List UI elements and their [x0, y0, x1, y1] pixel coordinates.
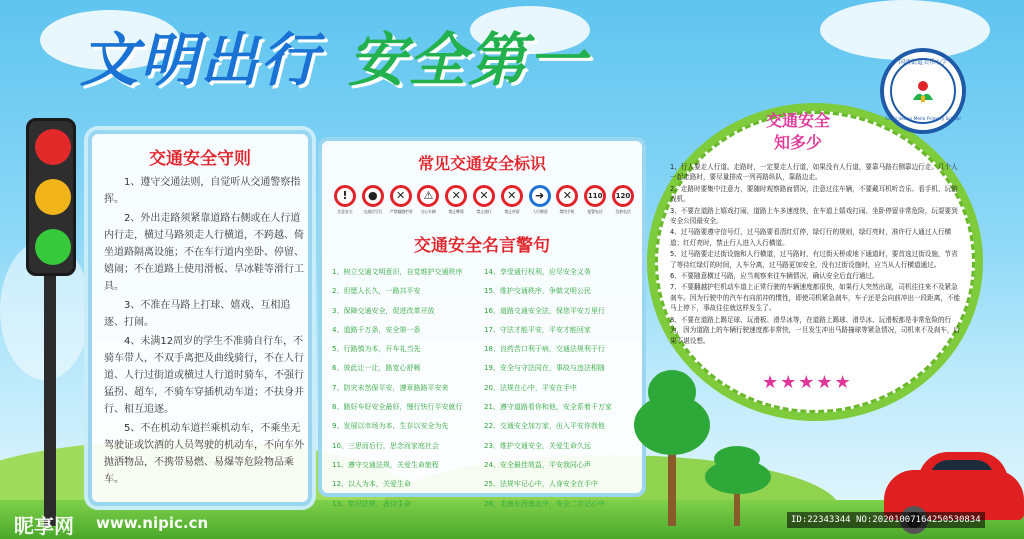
sign-label: 急救电话 — [615, 210, 631, 215]
quote-item: 5、行路慎为本，开车礼当先 — [332, 345, 421, 354]
no-phone-icon: ✕ — [556, 185, 578, 207]
sign-item — [360, 185, 386, 215]
rules-heading: 交通安全守则 — [149, 149, 251, 169]
quotes-column-right — [484, 263, 636, 514]
rating-stars: ★★★★★ — [762, 372, 853, 393]
no-pass-icon: ✕ — [473, 185, 495, 207]
crosswalk-icon: ➜ — [529, 185, 551, 207]
sign-label: 禁止停留 — [504, 210, 520, 215]
tip-item: 6、不要随意横过马路，应当观察来往车辆情况，确认安全后直行通过。 — [670, 272, 879, 281]
watermark-brand: 昵享网 — [14, 514, 74, 538]
quote-item: 17、守法才能平安，平安才能回家 — [484, 325, 591, 334]
sign-item — [610, 185, 636, 215]
quote-item: 6、彼此让一让，路宽心舒畅 — [332, 364, 421, 373]
quote-item: 23、维护交通安全，关爱生命久远 — [484, 441, 591, 450]
sign-item — [415, 185, 441, 215]
quote-item: 18、良药苦口利于病，交通法规利于行 — [484, 345, 605, 354]
tip-item: 4、过马路要遵守信号灯，过马路要看清红灯停，绿灯行的规则，绿灯亮时，准许行人通过人行横道；红灯亮时，禁止行人进入人行横道。 — [670, 228, 952, 247]
quote-item: 8、路好车好安全最好，慢行快行平安就行 — [332, 403, 463, 412]
no-crawl-icon: ✕ — [445, 185, 467, 207]
police-call-icon: 110 — [584, 185, 606, 207]
badge-text-bottom: Guoji Jiedao Meile Primary School — [885, 117, 961, 122]
sign-label: 人行横道 — [531, 210, 548, 215]
quote-item: 24、安全最佳效益，平安我同心声 — [484, 460, 591, 469]
rule-item: 5、不在机动车道拦乘机动车，不乘坐无驾驶证或饮酒的人员驾驶的机动车，不向车外抛洒物品，不携带易燃、易爆等危险物品乘车。 — [104, 423, 304, 485]
sign-item — [554, 185, 580, 215]
quote-item: 7、防灾未然保平安，遵章路路平安来 — [332, 383, 449, 392]
tree-icon — [648, 370, 696, 414]
sign-item — [499, 185, 525, 215]
tree-icon — [714, 446, 760, 472]
no-climbing-icon: ✕ — [390, 185, 412, 207]
traffic-light-pole — [44, 276, 56, 526]
sign-label: 禁止攀爬 — [448, 210, 464, 215]
watermark-url: www.nipic.cn — [96, 514, 209, 532]
sign-item — [471, 185, 497, 215]
quote-item: 19、安全与守法同在，事故与违法相随 — [484, 364, 605, 373]
sign-item — [527, 185, 553, 215]
warning-icon: ! — [334, 185, 356, 207]
quote-item: 15、维护交通秩序，争做文明公民 — [484, 287, 591, 296]
signs-heading: 常见交通安全标识 — [417, 154, 546, 173]
sign-label: 注意安全 — [337, 210, 353, 215]
sign-item — [582, 185, 608, 215]
quotes-list — [332, 263, 636, 514]
quote-item: 16、道路交通安全法，保您平安万里行 — [484, 306, 605, 315]
sign-label: 报警电话 — [587, 210, 603, 215]
tips-heading — [748, 110, 848, 154]
tip-item: 5、过马路要走过街设施和人行横道，过马路时，有过街天桥或地下通道时，要首选过街设施，节省了等待红绿灯的时间，人车分离，过马路更加安全，没有过街设施时，应当从人行横道通过。 — [670, 250, 958, 269]
sign-item — [332, 185, 358, 215]
quote-item: 13、铭记法规，善待生命 — [332, 499, 411, 508]
school-badge-icon — [880, 48, 966, 134]
tip-item: 2、走路时要集中注意力，要随时观察路面情况，注意过往车辆，不要戴耳机听音乐、看手机、玩游戏机。 — [670, 184, 958, 204]
quote-item: 14、享受通行权利，应尽安全义务 — [484, 268, 591, 276]
tip-item: 8、不要在道路上踢足球、玩滑板、滑旱冰等，在道路上踢球、滑旱冰、玩滑板都是非常危险的行为，因为道路上的车辆行驶速度都非常快，一旦发生冲出马路撞球等紧急情况，司机来不及刹车，后果不堪设想。 — [670, 315, 961, 345]
sign-label: 禁止通行 — [476, 210, 492, 215]
sign-label: 交通信号灯 — [363, 210, 383, 215]
tip-item: 7、不要翻越护栏机动车道上正常行驶的车辆速度都很快，如果行人突然出现，司机往往来不及紧急刹车。因为行驶中的汽车有向前冲的惯性，即使司机紧急刹车，车子还是会向前冲出一段距离，不能马上停下，事故往往就这样发生了。 — [670, 283, 961, 313]
tips-heading-line-2: 知多少 — [773, 133, 822, 152]
rules-panel — [88, 130, 312, 506]
no-stay-icon: ✕ — [501, 185, 523, 207]
quote-item: 3、保障交通安全，促进改革开放 — [332, 306, 435, 315]
yellow-lamp — [35, 179, 71, 215]
tips-heading-line-1: 交通安全 — [765, 111, 830, 130]
poster-title — [80, 20, 588, 100]
sign-item — [388, 185, 414, 215]
rule-item: 1、遵守交通法则，自觉听从交通警察指挥。 — [104, 177, 301, 205]
sign-label: 当心车辆 — [420, 210, 437, 215]
badge-text-top: 国清街道美乐小学 — [898, 59, 947, 66]
watermark-id: ID:22343344 NO:20201007164250530834 — [787, 512, 985, 528]
tips-list — [670, 162, 962, 347]
quote-item: 12、以人为本，关爱生命 — [332, 480, 411, 489]
title-part-1: 文明出行 — [80, 26, 321, 94]
tip-item: 1、行人要走人行道。走路时，一定要走人行道，如果没有人行道，要靠马路右侧靠边行走。几个人一起走路时，要尽量排成一列再路纵队，靠路边走。 — [670, 163, 958, 182]
signs-quotes-panel — [318, 137, 646, 508]
quote-item: 2、但愿人长久，一路共平安 — [332, 287, 421, 296]
quote-item: 22、交通安全加万家，出入平安你我他 — [484, 422, 605, 431]
sign-row — [332, 185, 636, 215]
quote-item: 20、法规在心中，平安在手中 — [484, 383, 577, 392]
quote-item: 1、树立交通文明意识，自觉维护交通秩序 — [332, 268, 463, 276]
quote-item: 25、法规牢记心中，人身安全在手中 — [484, 480, 598, 489]
car-warning-icon: ⚠ — [417, 185, 439, 207]
rule-item: 4、未满12周岁的学生不准骑自行车，不骑车带人，不双手离把及曲线骑行，不在人行道、人行过街道或横过人行道时骑车，不强行猛拐、超车，不骑车穿插机动车道；不扶身并行、相互追逐。 — [104, 336, 304, 415]
sign-item — [443, 185, 469, 215]
rules-list — [104, 174, 304, 490]
quote-item: 10、三思而后行，思念而家庭社会 — [332, 441, 439, 450]
green-lamp — [35, 229, 71, 265]
rule-item: 3、不准在马路上打球、嬉戏、互相追逐、打闹。 — [104, 300, 291, 328]
title-part-2: 安全第一 — [348, 26, 589, 94]
red-lamp — [35, 129, 71, 165]
badge-emblem-icon — [910, 78, 936, 104]
quote-item: 11、遵守交通法规，关爱生命旅程 — [332, 460, 439, 469]
rule-item: 2、外出走路须紧靠道路右侧或在人行道内行走，横过马路须走人行横道，不跨越、倚坐道路隔离设施；不在车行道内坐卧、停留、嬉闹；不在道路上使用滑板、旱冰鞋等滑行工具。 — [104, 213, 304, 292]
quote-item: 26、走南东西南北中，安全二字记心中 — [484, 499, 605, 508]
traffic-signal-icon: ● — [362, 185, 384, 207]
quote-item: 4、道路千万条，安全第一条 — [332, 325, 421, 334]
tip-item: 3、不要在道路上嬉戏打闹，道路上车多速度快，在车道上嬉戏打闹、坐卧停留非常危险，玩耍要到安全公园最安全。 — [670, 206, 958, 226]
sign-label: 严禁翻越栏杆 — [389, 210, 413, 215]
quotes-column-left — [332, 263, 484, 514]
quote-item: 21、遵守道路看你和他，安全系着千万家 — [484, 403, 612, 412]
quotes-heading: 交通安全名言警句 — [414, 236, 550, 256]
ambulance-call-icon: 120 — [612, 185, 634, 207]
traffic-light-icon — [26, 118, 76, 276]
quote-item: 9、发展以市场为本，生存以安全为先 — [332, 422, 449, 431]
sign-label: 禁用手机 — [559, 210, 576, 215]
